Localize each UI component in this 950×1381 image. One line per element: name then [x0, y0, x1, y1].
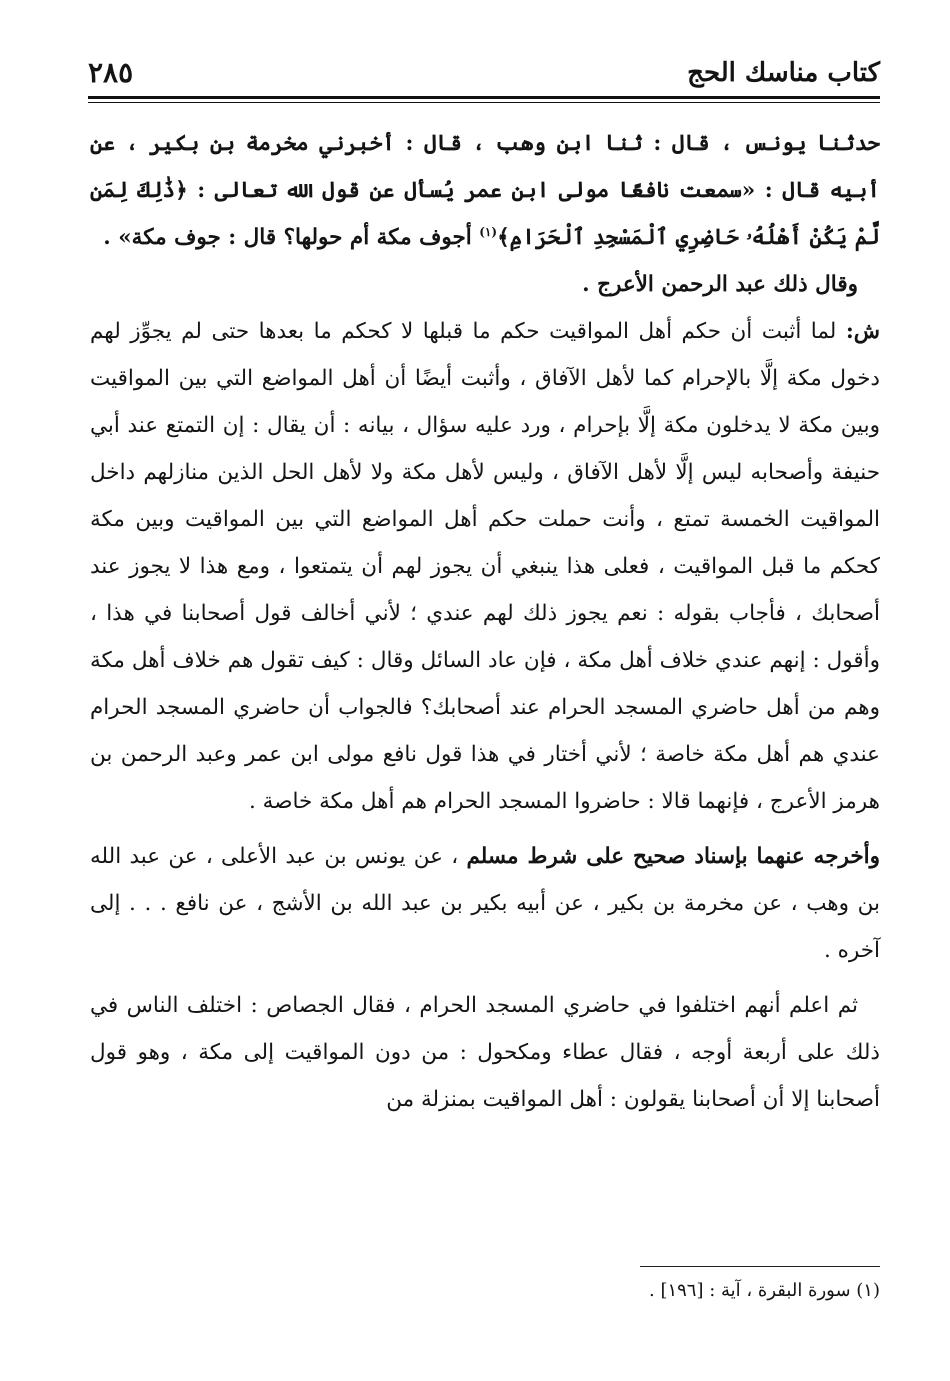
narrator-paragraph — [90, 261, 880, 308]
takhrij-paragraph — [90, 833, 880, 974]
hadith-paragraph — [90, 120, 880, 261]
narrator-text: وقال ذلك عبد الرحمن الأعرج . — [582, 272, 858, 297]
hadith-text-end: أجوف مكة أم حولها؟ قال : جوف مكة» . — [103, 225, 480, 250]
header-rule-thin — [88, 102, 880, 103]
chapter-title: كتاب مناسك الحج — [687, 58, 880, 88]
takhrij-text: ، عن يونس بن عبد الأعلى ، عن عبد الله بن وهب ، عن مخرمة بن بكير ، عن أبيه بكير بن عبد الله بن الأشج ، عن نافع . . . إلى آخره . — [90, 844, 880, 963]
body-text — [90, 120, 880, 1123]
header-rule-thick — [88, 96, 880, 99]
takhrij-lead: وأخرجه عنهما بإسناد صحيح على شرط مسلم — [466, 844, 881, 869]
footnote-text: (١) سورة البقرة ، آية : [١٩٦] . — [649, 1280, 880, 1301]
discussion-paragraph — [90, 982, 880, 1123]
commentary-paragraph — [90, 308, 880, 825]
page-number: ٢٨٥ — [88, 56, 134, 89]
discussion-text: ثم اعلم أنهم اختلفوا في حاضري المسجد الحرام ، فقال الجصاص : اختلف الناس في ذلك على أربعة أوجه ، فقال عطاء ومكحول : من دون المواقيت إلى مكة ، وهو قول أصحابنا إلا أن أصحابنا يقولون : أهل المواقيت بمنزلة من — [90, 993, 880, 1112]
footnote-rule — [640, 1266, 880, 1267]
commentary-lead: ش: — [845, 319, 880, 344]
hadith-text: حدثنا يونس ، قال : ثنا ابن وهب ، قال : أخبرني مخرمة بن بكير ، عن أبيه قال : «سمعت نافعًا مولى ابن عمر يُسأل عن قول الله تعالى : ﴿ذَٰلِكَ لِمَن لَّمْ يَكُنْ أَهْلُهُۥ حَاضِرِي ٱلْمَسْجِدِ ٱلْحَرَامِ﴾ — [90, 131, 880, 250]
commentary-text: لما أثبت أن حكم أهل المواقيت حكم ما قبلها لا كحكم ما بعدها حتى لم يجوِّز لهم دخول مكة إلَّا بالإحرام كما لأهل الآفاق ، وأثبت أيضًا أن أهل المواضع التي بين المواقيت وبين مكة لا يدخلون مكة إلَّا بإحرام ، ورد عليه سؤال ، بيانه : أن يقال : إن التمتع عند أبي حنيفة وأصحابه ليس إلَّا لأهل الآفاق ، وليس لأهل مكة ولا لأهل الحل الذين منازلهم داخل المواقيت الخمسة تمتع ، وأنت حملت حكم أهل المواضع التي بين المواقيت وبين مكة كحكم ما قبل المواقيت ، فعلى هذا ينبغي أن يجوز لهم أن يتمتعوا ، ومع هذا لا يجوز عند أصحابك ، فأجاب بقوله : نعم يجوز ذلك لهم عندي ؛ لأني أخالف قول أصحابنا في هذا ، وأقول : إنهم عندي خلاف أهل مكة ، فإن عاد السائل وقال : كيف تقول هم خلاف أهل مكة وهم من أهل حاضري المسجد الحرام عند أصحابك؟ فالجواب أن حاضري المسجد الحرام عندي هم أهل مكة خاصة ؛ لأني أختار في هذا قول نافع مولى ابن عمر وعبد الرحمن بن هرمز الأعرج ، فإنهما قالا : حاضروا المسجد الحرام هم أهل مكة خاصة . — [90, 319, 880, 814]
footnote — [90, 1276, 880, 1306]
footnote-ref: (١) — [479, 224, 498, 239]
running-header — [88, 52, 880, 96]
